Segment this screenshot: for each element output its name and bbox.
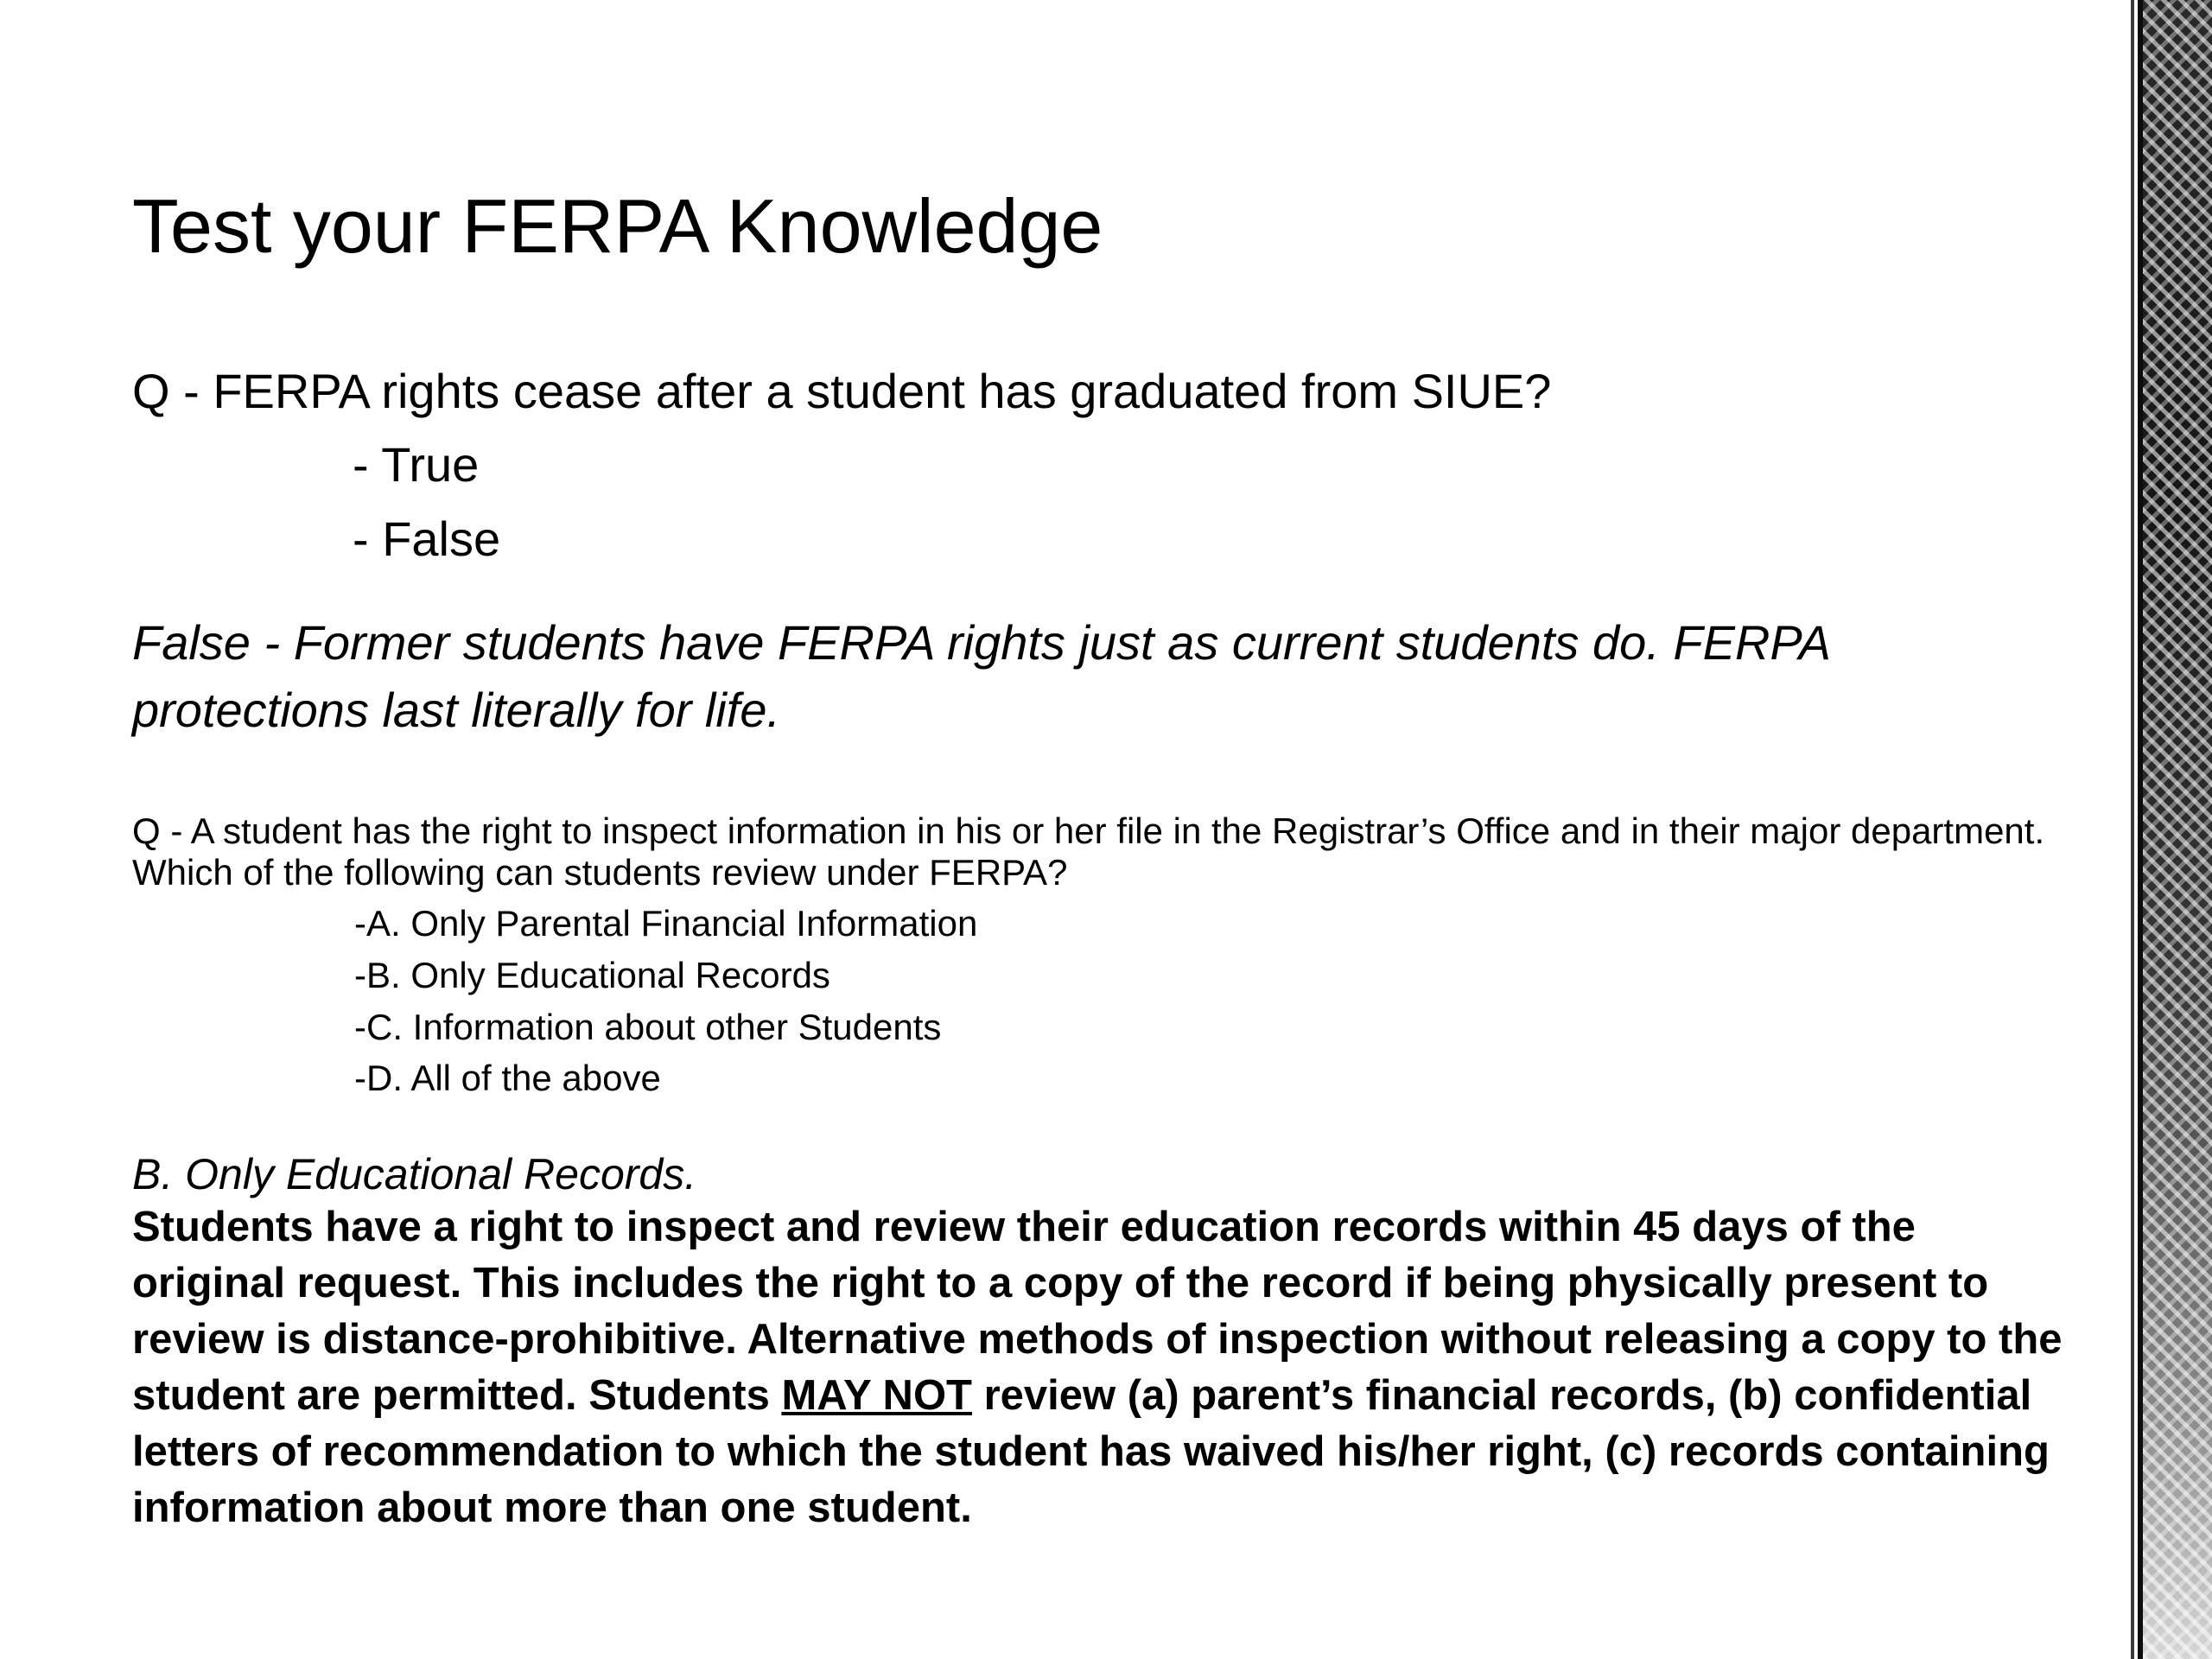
answer-body-part-1: Students have a right to inspect and review their education records within 45 days of the original request. This includes the right to a copy of the record if being physically present to review is distance-prohibitive. Alternative methods of inspection without releasing a copy to the student are permitted. Students [132, 1204, 2063, 1419]
question-1-option-false: - False [353, 512, 501, 566]
question-1-answer: False - Former students have FERPA rights just as current students do. FERPA protections last literally for life. [132, 615, 1829, 737]
question-1-option-true: - True [353, 437, 480, 492]
answer-body-part-2: review (a) parent’s financial records, (b) confidential letters of recommendation to which the student has waived his/her right, (c) records containing information about more than one student. [132, 1372, 2050, 1531]
question-2-answer-heading: B. Only Educational Records. [132, 1150, 697, 1198]
border-line-inner [2131, 0, 2134, 1659]
question-1-text: Q - FERPA rights cease after a student has graduated from SIUE? [132, 364, 1552, 418]
question-2-option-a: -A. Only Parental Financial Information [354, 903, 978, 944]
answer-body-emphasis: MAY NOT [781, 1372, 972, 1419]
question-2-option-b: -B. Only Educational Records [354, 955, 830, 995]
question-2-text: Q - A student has the right to inspect information in his or her file in the Registrar’s Office and in their major department. Which of the following can students review under FERPA? [132, 810, 2045, 893]
question-2-option-d: -D. All of the above [354, 1058, 661, 1098]
question-2-answer-body [132, 1199, 2068, 1536]
decorative-side-border [2143, 0, 2212, 1659]
slide-title: Test your FERPA Knowledge [132, 183, 1103, 269]
question-2-option-c: -C. Information about other Students [354, 1007, 942, 1047]
